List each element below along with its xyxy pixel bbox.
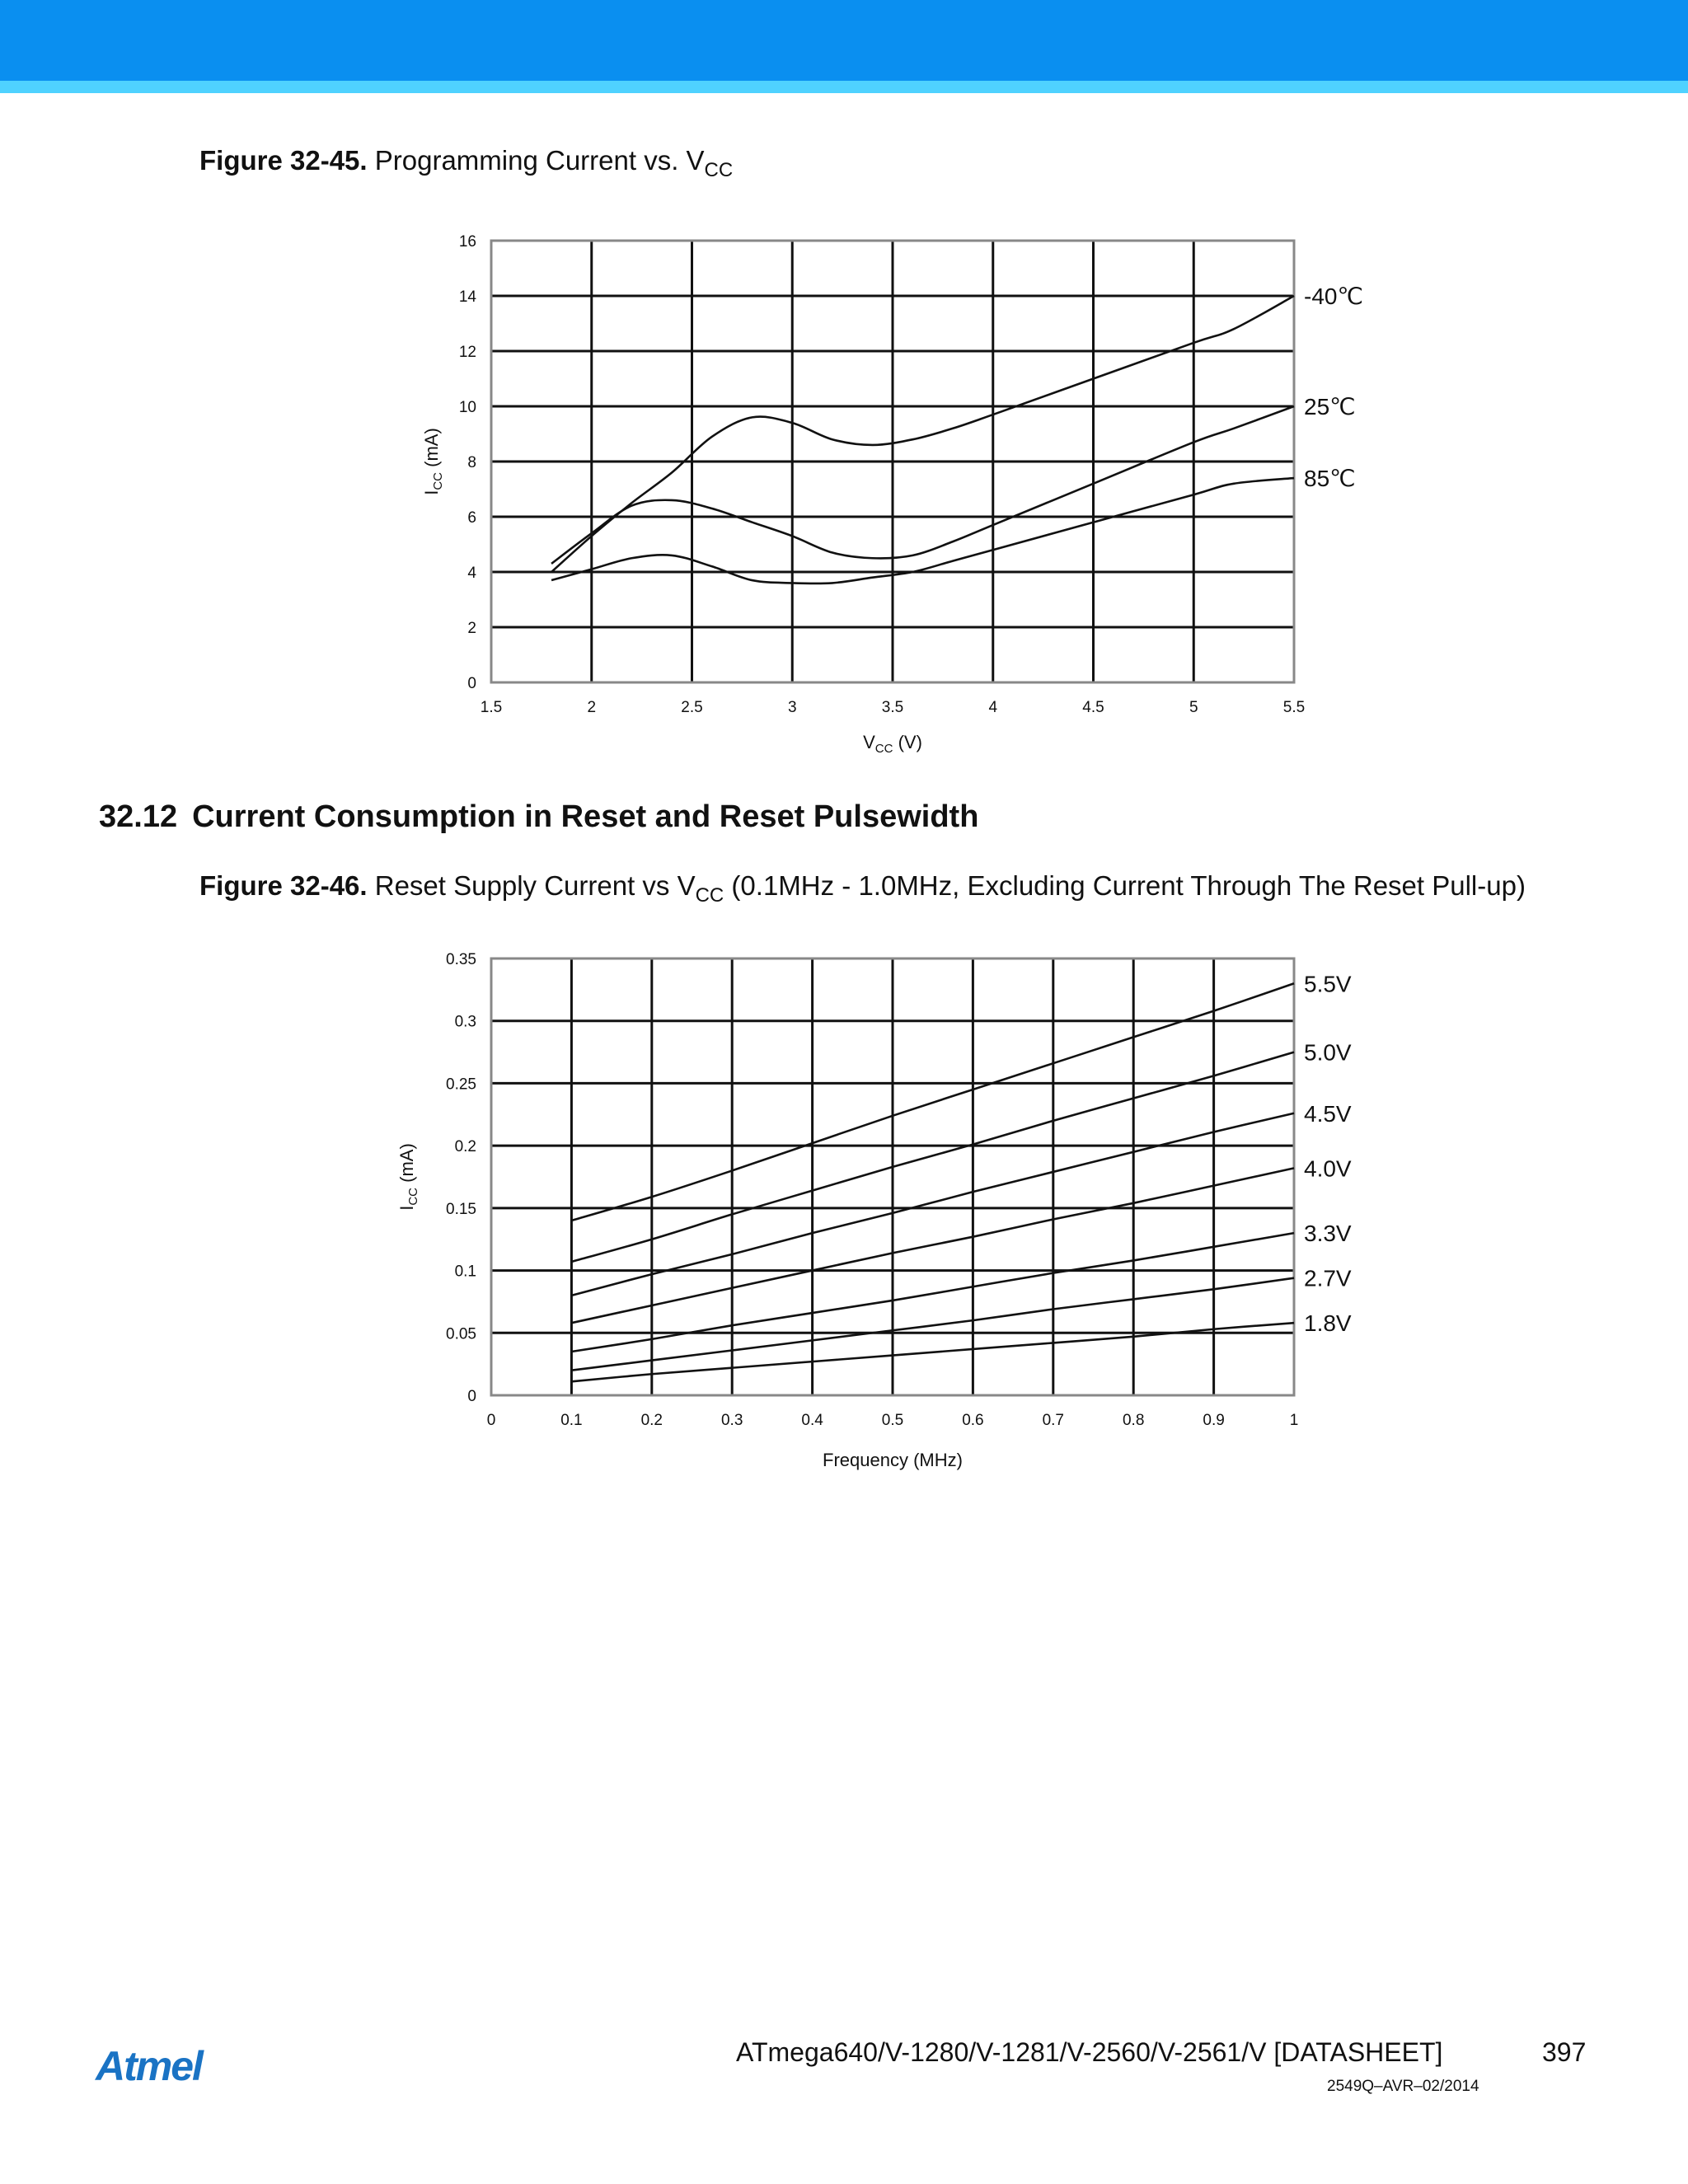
series-curve [571,1168,1294,1323]
x-tick-label: 1.5 [480,699,503,716]
series-curve [571,1278,1294,1371]
x-axis-title: Frequency (MHz) [823,1450,963,1470]
section-number: 32.12 [99,799,178,834]
series-label: 25℃ [1304,394,1356,419]
x-tick-label: 0.7 [1042,1412,1065,1429]
x-tick-label: 5.5 [1282,699,1306,716]
y-tick-label: 0.05 [446,1325,476,1343]
x-tick-label: 0.1 [560,1412,583,1429]
x-tick-label: 2.5 [681,699,703,716]
page-number: 397 [1542,2037,1587,2067]
y-axis-title: $I_{CC}$ (mA) [396,1143,420,1211]
series-label: 2.7V [1304,1265,1352,1291]
y-tick-label: 0 [467,675,476,692]
document-code: 2549Q–AVR–02/2014 [1327,2078,1479,2095]
x-tick-label: 0.5 [881,1412,904,1429]
x-tick-label: 3 [787,699,797,716]
y-tick-label: 0.3 [454,1013,476,1031]
x-tick-label: 2 [587,699,597,716]
x-tick-label: 0.3 [720,1412,743,1429]
figure-title: Reset Supply Current vs V [374,870,696,901]
x-tick-label: 3.5 [881,699,904,716]
x-tick-label: 1 [1289,1412,1299,1429]
y-tick-label: 10 [458,399,476,416]
series-curve [571,1113,1294,1296]
y-tick-label: 16 [458,233,476,251]
y-axis-title: $I_{CC}$ (mA) [421,428,445,495]
y-tick-label: 14 [458,288,476,306]
y-tick-label: 12 [458,344,476,361]
series-label: 4.0V [1304,1155,1352,1182]
series-curve [571,983,1294,1221]
y-tick-label: 6 [467,509,476,527]
section-title: Current Consumption in Reset and Reset Pulsewidth [192,799,979,834]
y-tick-label: 0.1 [454,1263,476,1281]
y-tick-label: 4 [467,565,476,582]
x-tick-label: 5 [1189,699,1198,716]
footer-document-title: ATmega640/V-1280/V-1281/V-2560/V-2561/V [DATASHEET] [736,2037,1443,2067]
figure-title: Programming Current vs. V [374,145,705,176]
y-tick-label: 0.15 [446,1200,476,1218]
series-label: -40℃ [1304,284,1363,309]
y-tick-label: 0.35 [446,951,476,968]
series-label: 4.5V [1304,1100,1352,1127]
series-label: 5.0V [1304,1039,1352,1066]
x-tick-label: 0.8 [1122,1412,1145,1429]
figure-title-subscript: CC [704,159,734,181]
figure-title-subscript: CC [695,884,724,907]
y-tick-label: 2 [467,620,476,637]
series-label: 1.8V [1304,1310,1352,1337]
y-tick-label: 0 [467,1388,476,1405]
atmel-logo: Atmel [96,2043,202,2089]
x-axis-title: $V_{CC}$ (V) [863,732,922,756]
series-label: 85℃ [1304,466,1356,492]
figure-label: Figure 32-46. [199,870,368,901]
y-tick-label: 8 [467,454,476,471]
series-label: 3.3V [1304,1221,1352,1247]
x-tick-label: 0.2 [640,1412,663,1429]
x-tick-label: 0.4 [801,1412,823,1429]
x-tick-label: 0.9 [1203,1412,1225,1429]
x-tick-label: 0.6 [962,1412,984,1429]
figure-title-rest: (0.1MHz - 1.0MHz, Excluding Current Through The Reset Pull-up) [724,870,1526,901]
figure-label: Figure 32-45. [199,145,368,176]
series-label: 5.5V [1304,971,1352,997]
y-tick-label: 0.25 [446,1076,476,1094]
y-tick-label: 0.2 [454,1138,476,1156]
x-tick-label: 4 [988,699,998,716]
x-tick-label: 4.5 [1082,699,1104,716]
x-tick-label: 0 [486,1412,496,1429]
